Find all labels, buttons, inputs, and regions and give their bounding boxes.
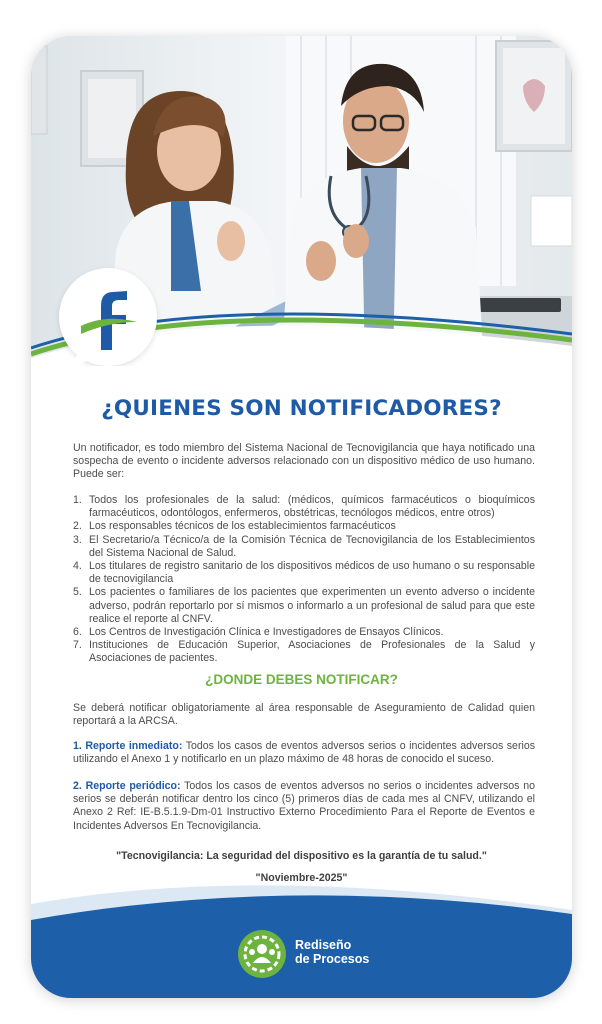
list-item bbox=[73, 494, 535, 520]
list-item-number: 2. bbox=[73, 520, 82, 533]
report-label: 2. Reporte periódico: bbox=[73, 780, 181, 792]
report-immediate bbox=[73, 740, 535, 766]
list-item-text: Los responsables técnicos de los establecimientos farmacéuticos bbox=[89, 520, 396, 533]
footer-wave bbox=[31, 876, 572, 998]
brand-text bbox=[295, 938, 369, 966]
list-item bbox=[73, 520, 535, 533]
list-item-text: Los pacientes o familiares de los pacientes que experimenten un evento adverso o incidente adverso, podrán reportarlo por sí mismos o informarlo a un profesional de salud para que este realice el reporte al CNFV. bbox=[89, 586, 535, 625]
f-logo-icon bbox=[59, 268, 157, 366]
brand-line-2: de Procesos bbox=[295, 952, 370, 966]
list-item-text: Todos los profesionales de la salud: (médicos, químicos farmacéuticos o bioquímicos farmacéuticos, odontólogos, enfermeros, obstétricas, tecnólogos médicos, entre otros) bbox=[89, 494, 535, 520]
section-subtitle: ¿DONDE DEBES NOTIFICAR? bbox=[205, 672, 398, 687]
report-periodic bbox=[73, 780, 535, 833]
poster-card bbox=[31, 36, 572, 998]
date-label: "Noviembre-2025" bbox=[255, 872, 348, 884]
list-item bbox=[73, 586, 535, 626]
list-item bbox=[73, 639, 535, 665]
section-intro: Se deberá notificar obligatoriamente al área responsable de Aseguramiento de Calidad quien reportará a la ARCSA. bbox=[73, 702, 535, 728]
list-item-number: 6. bbox=[73, 626, 82, 639]
notifiers-list bbox=[73, 494, 535, 666]
list-item-text: Los Centros de Investigación Clínica e Investigadores de Ensayos Clínicos. bbox=[89, 626, 444, 639]
list-item-text: Los titulares de registro sanitario de los dispositivos médicos de uso humano o su responsable de tecnovigilancia bbox=[89, 560, 535, 586]
doctors-photo bbox=[31, 36, 572, 366]
report-text: Todos los casos de eventos adversos serios o incidentes adversos serios utilizando el Anexo 1 y notificarlo en un plazo máximo de 48 horas de conocido el suceso. bbox=[73, 740, 536, 766]
slogan-quote: "Tecnovigilancia: La seguridad del dispositivo es la garantía de tu salud." bbox=[116, 850, 487, 862]
gears-people-icon bbox=[236, 928, 288, 980]
list-item bbox=[73, 560, 535, 586]
list-item-number: 1. bbox=[73, 494, 82, 506]
report-label: 1. Reporte inmediato: bbox=[73, 740, 183, 752]
brand-line-1: Rediseño bbox=[295, 938, 352, 952]
list-item-number: 4. bbox=[73, 560, 82, 573]
list-item-number: 3. bbox=[73, 533, 82, 546]
main-content bbox=[31, 366, 572, 886]
list-item bbox=[73, 534, 535, 560]
intro-paragraph: Un notificador, es todo miembro del Sistema Nacional de Tecnovigilancia que haya notificado una sospecha de evento o incidente adversos relacionado con un dispositivo médico de uso humano. Puede ser: bbox=[73, 442, 535, 481]
list-item-number: 5. bbox=[73, 586, 82, 599]
report-text: Todos los casos de eventos adversos no serios o incidentes adversos no serios se deberán notificar dentro los cinco (5) primeros días de cada mes al CNFV, utilizando el Anexo 2 Ref: IE-B.5.1.9-Dm-01 Instructivo Externo Procedimiento Para el Reporte de Eventos e Incidentes Adversos En Tecnovigilancia. bbox=[73, 780, 535, 832]
list-item-number: 7. bbox=[73, 639, 82, 652]
list-item bbox=[73, 626, 535, 639]
page-title: ¿QUIENES SON NOTIFICADORES? bbox=[101, 396, 502, 421]
list-item-text: Instituciones de Educación Superior, Asociaciones de Profesionales de la Salud y Asociaciones de pacientes. bbox=[89, 639, 535, 665]
list-item-text: El Secretario/a Técnico/a de la Comisión Técnica de Tecnovigilancia de los Establecimientos del Sistema Nacional de Salud. bbox=[89, 533, 535, 559]
footer-band bbox=[31, 876, 572, 998]
